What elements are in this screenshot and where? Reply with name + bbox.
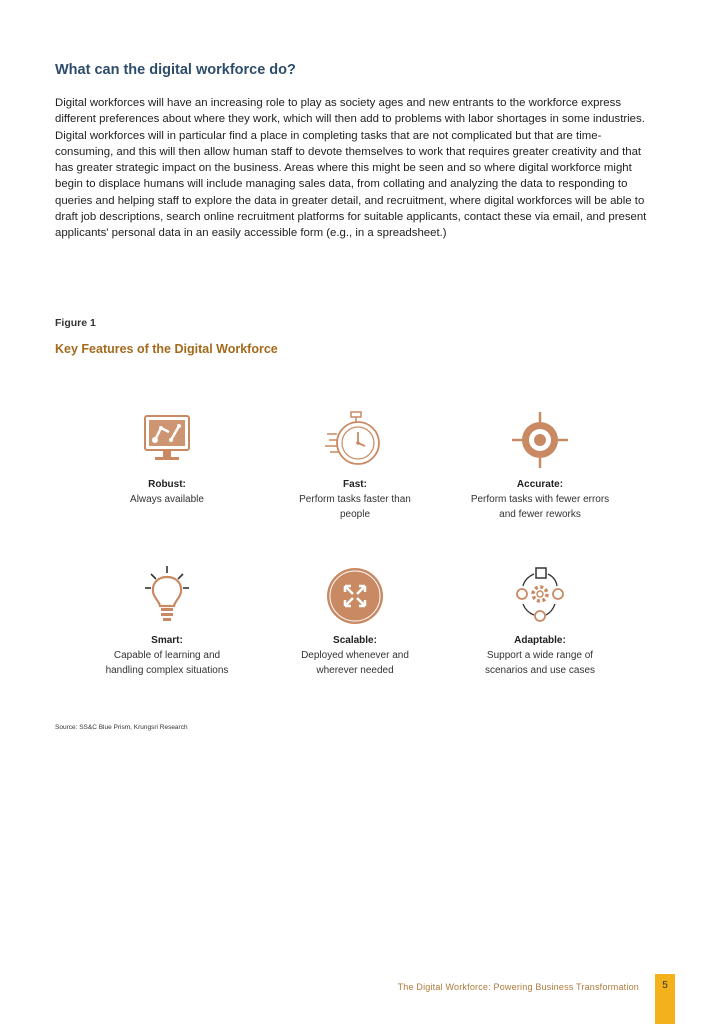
feature-smart-title: Smart: [151, 635, 183, 646]
figure-title: Key Features of the Digital Workforce [55, 342, 278, 356]
feature-robust-title: Robust: [148, 479, 186, 490]
stopwatch-icon [325, 410, 385, 470]
feature-scalable-desc: Deployed whenever and wherever needed [301, 650, 409, 676]
feature-fast [270, 410, 440, 522]
feature-scalable-title: Scalable: [333, 635, 377, 646]
feature-accurate-title: Accurate: [516, 479, 564, 490]
feature-accurate-desc: Perform tasks with fewer errors and fewer reworks [470, 494, 610, 520]
figure-source: Source: SS&C Blue Prism, Krungsri Research [55, 724, 188, 731]
feature-adaptable-desc: Support a wide range of scenarios and use cases [484, 650, 596, 676]
monitor-robot-arm-icon [137, 410, 197, 470]
feature-smart-desc: Capable of learning and handling complex situations [105, 650, 229, 676]
body-paragraph: Digital workforces will have an increasing role to play as society ages and new entrants to the workforce express different preferences about where they work, which will then add to problems with labor shortages in some industries. Digital workforces will in particular find a place in completing tasks that are not complicated but that are time-consuming, and this will then allow human staff to devote themselves to work that requires greater creativity and that has greater strategic impact on the business. Areas where this might be seen and so where digital workforce might begin to displace humans will include managing sales data, from collating and analyzing the data to responding to queries and helping staff to explore the data in greater detail, and recruitment, where digital workforces will be able to draft job descriptions, search online recruitment platforms for suitable applicants, contact these via email, and present applicants' personal data in an easily accessible form (e.g., in a spreadsheet.) [55, 97, 647, 240]
feature-scalable [270, 566, 440, 678]
feature-adaptable [455, 566, 625, 678]
feature-robust-desc: Always available [130, 494, 204, 505]
feature-smart [82, 566, 252, 678]
section-heading: What can the digital workforce do? [55, 62, 296, 78]
gear-cycle-icon [510, 566, 570, 626]
feature-accurate [455, 410, 625, 522]
feature-fast-title: Fast: [343, 479, 367, 490]
feature-robust [82, 410, 252, 507]
target-icon [510, 410, 570, 470]
page-number: 5 [655, 974, 675, 1024]
footer-title: The Digital Workforce: Powering Business Transformation [397, 982, 639, 992]
expand-arrows-icon [325, 566, 385, 626]
figure-label: Figure 1 [55, 317, 96, 329]
lightbulb-icon [137, 566, 197, 626]
feature-fast-desc: Perform tasks faster than people [299, 494, 411, 520]
feature-adaptable-title: Adaptable: [514, 635, 566, 646]
